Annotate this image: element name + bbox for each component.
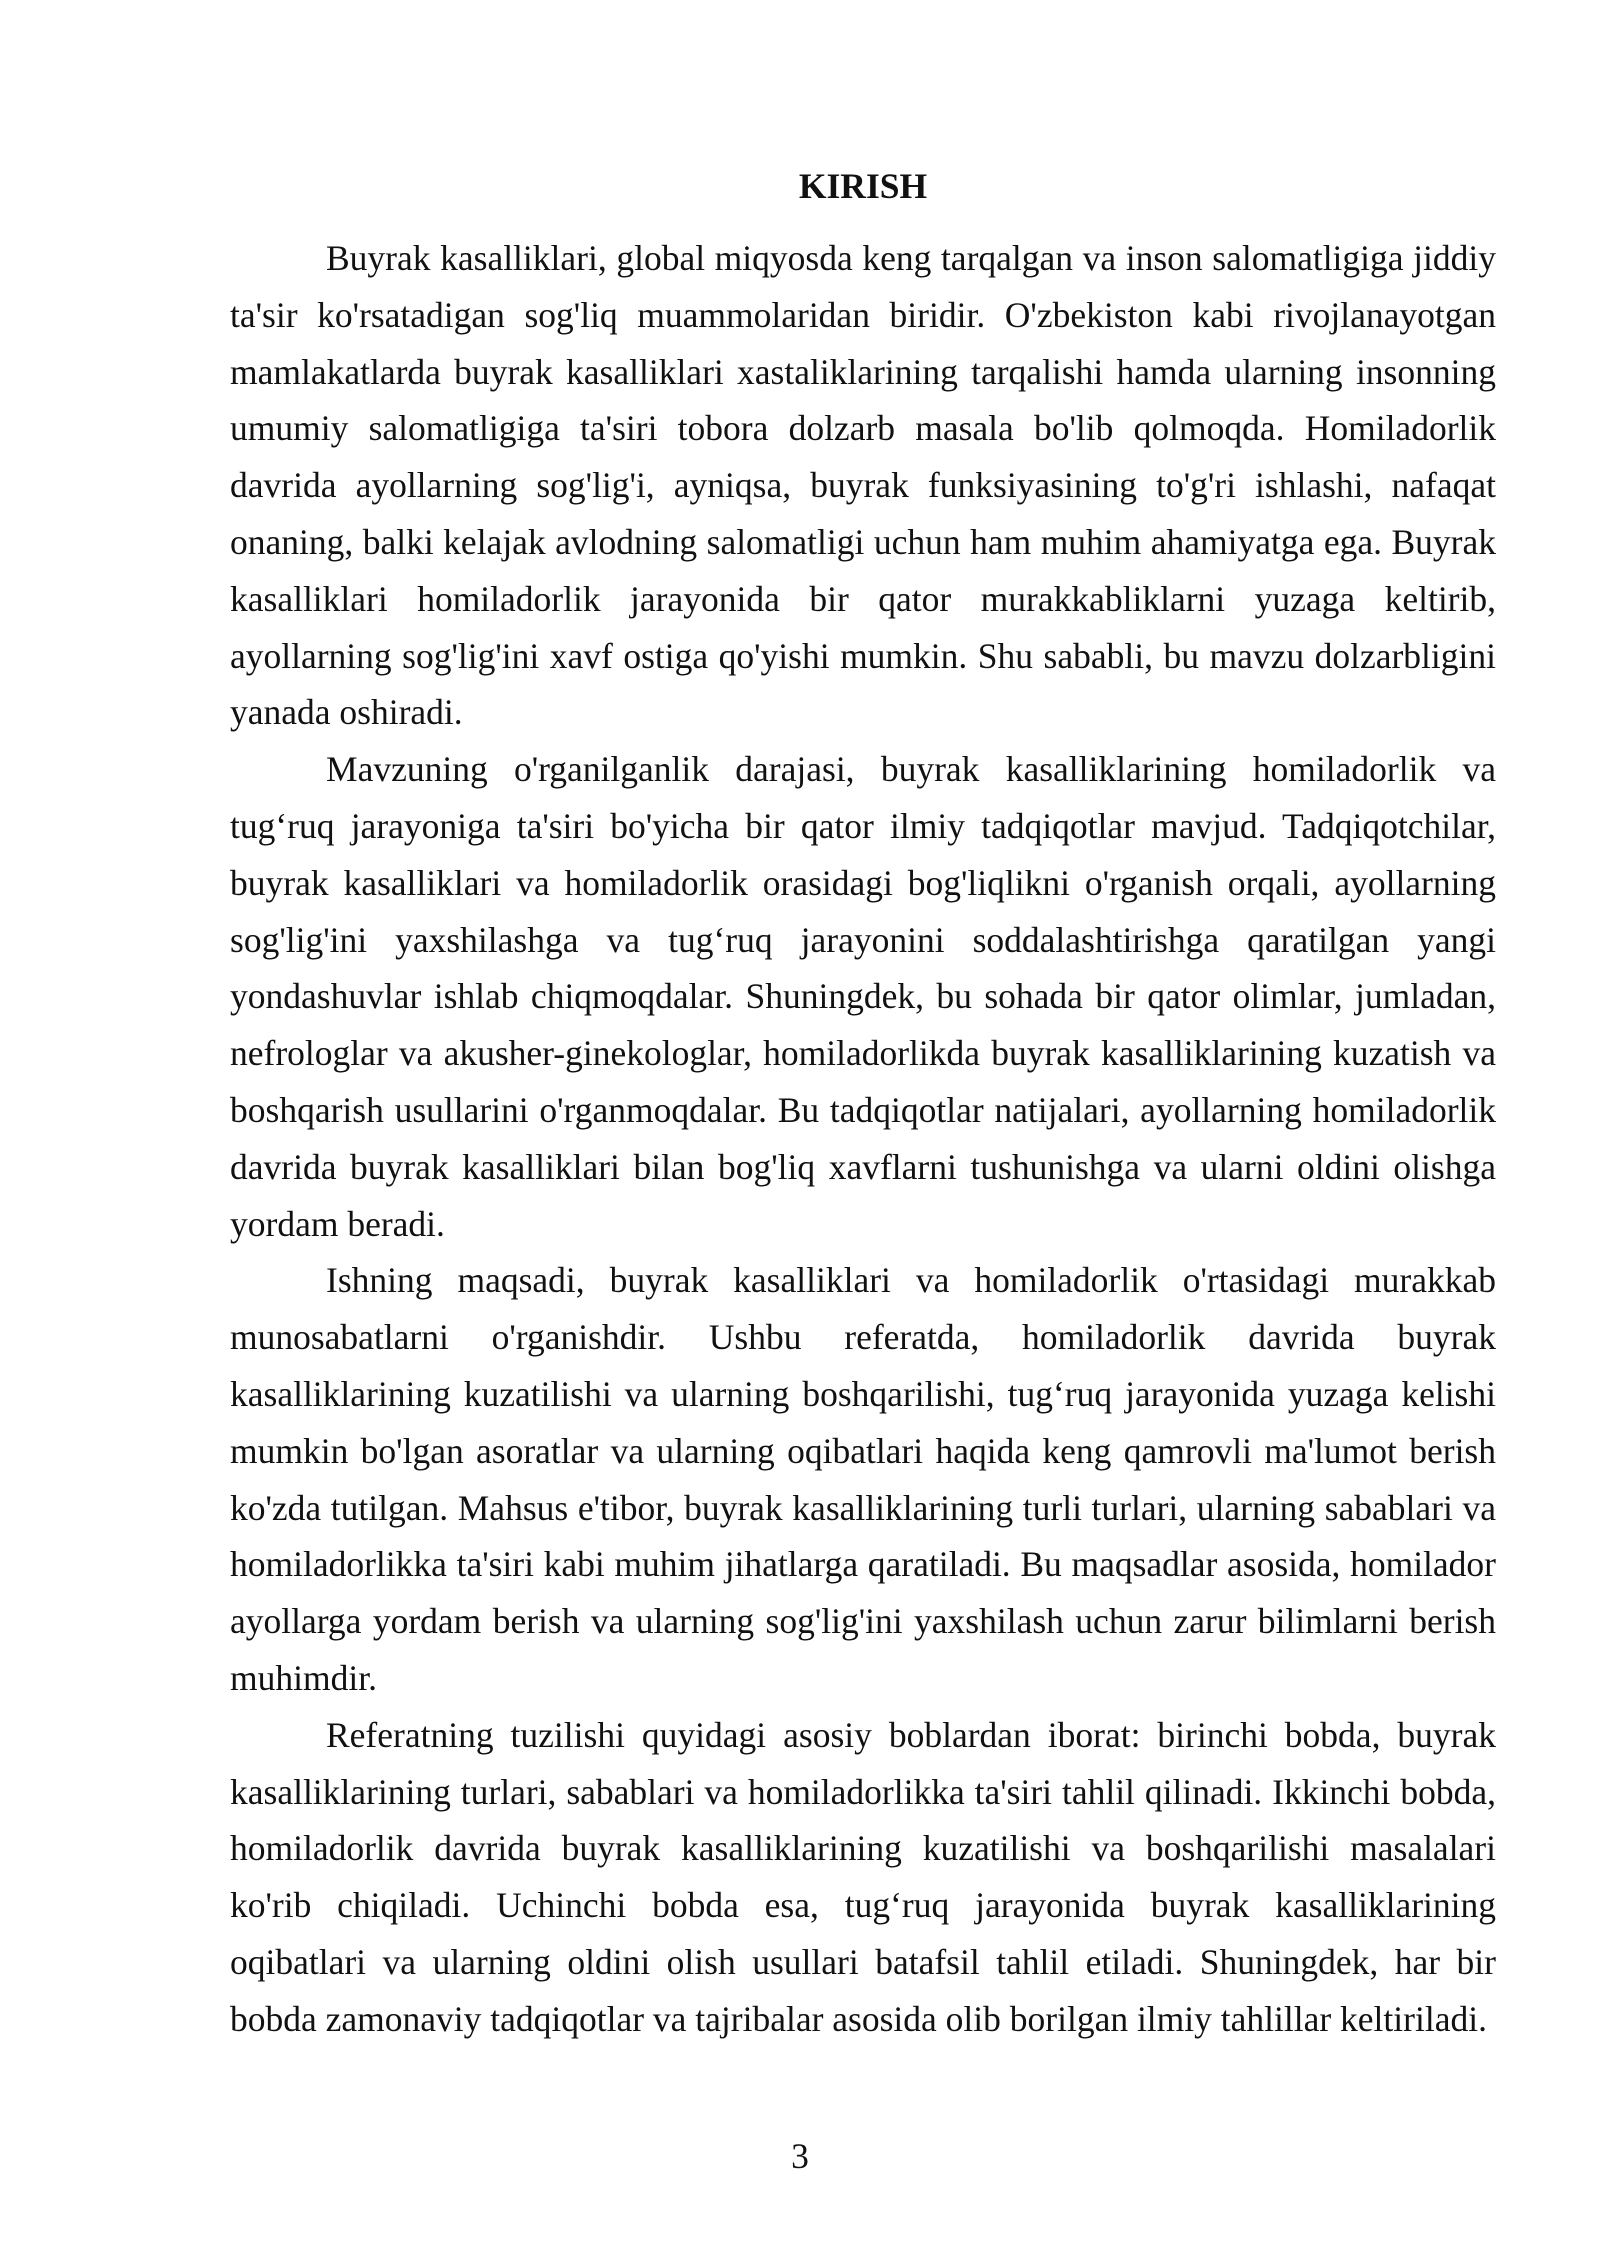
paragraph-research-state: Mavzuning o'rganilganlik darajasi, buyrak kasalliklarining homiladorlik va tug‘ruq jarayoniga ta'siri bo'yicha bir qator ilmiy tadqiqotlar mavjud. Tadqiqotchilar, buyrak kasalliklari va homiladorlik orasidagi bog'liqlikni o'rganish orqali, ayollarning sog'lig'ini yaxshilashga va tug‘ruq jarayonini soddalashtirishga qaratilgan yangi yondashuvlar ishlab chiqmoqdalar. Shuningdek, bu sohada bir qator olimlar, jumladan, nefrologlar va akusher-ginekologlar, homiladorlikda buyrak kasalliklarining kuzatish va boshqarish usullarini o'rganmoqdalar. Bu tadqiqotlar natijalari, ayollarning homiladorlik davrida buyrak kasalliklari bilan bog'liq xavflarni tushunishga va ularni oldini olishga yordam beradi. xyxy=(230,749,1496,1244)
page-content xyxy=(230,162,1496,2048)
paragraph-structure: Referatning tuzilishi quyidagi asosiy boblardan iborat: birinchi bobda, buyrak kasalliklarining turlari, sabablari va homiladorlikka ta'siri tahlil qilinadi. Ikkinchi bobda, homiladorlik davrida buyrak kasalliklarining kuzatilishi va boshqarilishi masalalari ko'rib chiqiladi. Uchinchi bobda esa, tug‘ruq jarayonida buyrak kasalliklarining oqibatlari va ularning oldini olish usullari batafsil tahlil etiladi. Shuningdek, har bir bobda zamonaviy tadqiqotlar va tajribalar asosida olib borilgan ilmiy tahlillar keltiriladi. xyxy=(230,1714,1496,2039)
paragraph-goal: Ishning maqsadi, buyrak kasalliklari va homiladorlik o'rtasidagi murakkab munosabatlarni o'rganishdir. Ushbu referatda, homiladorlik davrida buyrak kasalliklarining kuzatilishi va ularning boshqarilishi, tug‘ruq jarayonida yuzaga kelishi mumkin bo'lgan asoratlar va ularning oqibatlari haqida keng qamrovli ma'lumot berish ko'zda tutilgan. Mahsus e'tibor, buyrak kasalliklarining turli turlari, ularning sabablari va homiladorlikka ta'siri kabi muhim jihatlarga qaratiladi. Bu maqsadlar asosida, homilador ayollarga yordam berish va ularning sog'lig'ini yaxshilash uchun zarur bilimlarni berish muhimdir. xyxy=(230,1260,1496,1698)
section-title: KIRISH xyxy=(798,166,928,206)
paragraph-introduction: Buyrak kasalliklari, global miqyosda keng tarqalgan va inson salomatligiga jiddiy ta'sir ko'rsatadigan sog'liq muammolaridan biridir. O'zbekiston kabi rivojlanayotgan mamlakatlarda buyrak kasalliklari xastaliklarining tarqalishi hamda ularning insonning umumiy salomatligiga ta'siri tobora dolzarb masala bo'lib qolmoqda. Homiladorlik davrida ayollarning sog'lig'i, ayniqsa, buyrak funksiyasining to'g'ri ishlashi, nafaqat onaning, balki kelajak avlodning salomatligi uchun ham muhim ahamiyatga ega. Buyrak kasalliklari homiladorlik jarayonida bir qator murakkabliklarni yuzaga keltirib, ayollarning sog'lig'ini xavf ostiga qo'yishi mumkin. Shu sababli, bu mavzu dolzarbligini yanada oshiradi. xyxy=(230,238,1496,733)
page-number: 3 xyxy=(791,2136,809,2176)
